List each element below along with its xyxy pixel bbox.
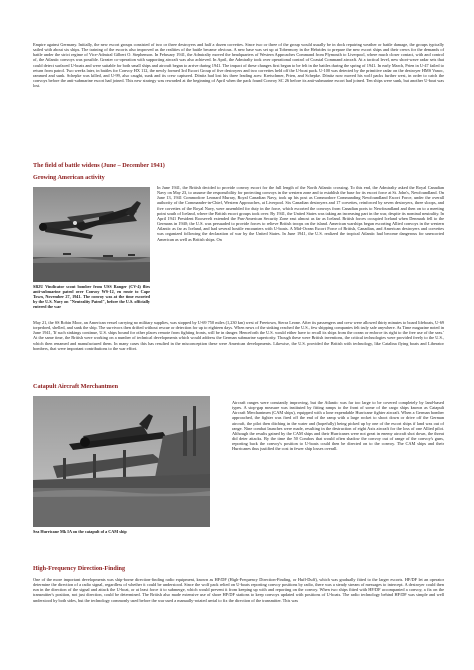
hf-df-paragraph: One of the more important developments was ship-borne direction-finding radio equipment, known as HF/DF (High-Frequency Direction-Finding, or Huff-Duff), which was gradually fitted to the larger escorts. HF/DF let an operator determine the direction of a radio signal, regardless of whether it could be understood. Since the wolf pack relied on U-boats reporting convoy positions by radio, there was a steady stream of messages to intercept. A destroyer could then run in the direction of the signal and attack the U-boat, or at least force it to submerge, which would prevent it from keeping up with and reporting on the convoy. When two ships fitted with HF/DF accompanied a convoy, a fix on the transmitter's position, not just direction, could be determined. The British also made extensive use of shore HF/DF stations to keep convoys updated with positions of U-boats. The radio technology behind HF/DF was simple and well understood by both sides, but the technology commonly used before the war used a manually-rotated aerial to fix the direction of the transmitter. This was	[33, 577, 444, 603]
robin-moor-paragraph: May 21, the SS Robin Moor, an American vessel carrying no military supplies, was stopped by U-69 750 miles (1,230 km) west of Freetown, Sierra Leone. After its passengers and crew were allowed thirty minutes to board lifeboats, U-69 torpedoed, shelled, and sank the ship. The survivors then drifted without rescue or detection for up to eighteen days. When news of the sinking reached the U.S., few shipping companies felt truly safe anywhere. As Time magazine noted in June 1941, 'If such sinkings continue, U.S. ships bound for other places remote from fighting fronts, will be in danger. Henceforth the U.S. would either have to recall its ships from the ocean or enforce its right to the free use of the seas.' At the same time, the British were working on a number of technical developments which would address the German submarine superiority. Though these were British inventions, the critical technologies were provided freely to the U.S., which then renamed and manufactured them. In many cases this has resulted in the misconception these were American developments. Likewise, the U.S. provided the British with technology, like Catalina flying boats and Liberator bombers, that were important contributions to the war effort.	[33, 320, 444, 351]
vindicator-bomber-photo	[33, 187, 150, 282]
cam-ships-paragraph: Aircraft ranges were constantly improving, but the Atlantic was far too large to be covered completely by land-based types. A stop-gap measure was instituted by fitting ramps to the front of some of the cargo ships known as Catapult Aircraft Merchantmen (CAM ships), equipped with a lone expendable Hurricane fighter aircraft. When a German bomber approached, the fighter was fired off the end of the ramp with a large rocket to shoot down or drive off the German aircraft, the pilot then ditching in the water and (hopefully) being picked up by one of the escort ships if land was out of range. Nine combat launches were made, resulting in the destruction of eight Axis aircraft for the loss of one Allied pilot. Although the results gained by the CAM ships and their Hurricanes were not great in enemy aircraft shot down, the threat did deter attacks. By the time the 50 Condors that would often shadow the convoy out of range of the convoy's guns, reporting back the convoy's position to U-boats could then be directed on to the convoy. The CAM ships and their Hurricanes thus justified the cost in fewer ship losses overall.	[232, 400, 444, 452]
hurricane-photo-caption: Sea Hurricane Mk IA on the catapult of a CAM ship	[33, 529, 127, 534]
section-heading-battle-widens: The field of battle widens (June – December 1941)	[33, 162, 165, 169]
subsection-heading-american-activity: Growing American activity	[33, 174, 105, 181]
vindicator-photo-caption: SB2U Vindicator scout bomber from USS Ranger (CV-4) flies anti-submarine patrol over Convoy WS-12, en route to Cape Town, November 27, 1941. The convoy was at the time escorted by the U.S. Navy on "Neutrality Patrol", before the U.S. officially entered the war	[33, 284, 150, 309]
american-activity-paragraph: In June 1941, the British decided to provide convoy escort for the full length of the North Atlantic crossing. To this end, the Admiralty asked the Royal Canadian Navy on May 23, to assume the responsibility for protecting convoys in the western zone and to establish the base for its escort force at St. John's, Newfoundland. On June 13, 1941 Commodore Leonard Murray, Royal Canadian Navy, took up his post as Commodore Commanding Newfoundland Escort Force, under the overall authority of the Commander-in-Chief, Western Approaches, at Liverpool. Six Canadian destroyers and 17 corvettes, reinforced by seven destroyers, three sloops, and five corvettes of the Royal Navy, were assembled for duty in the force, which escorted the convoys from Canadian ports to Newfoundland and then on to a meeting point south of Iceland, where the British escort groups took over. By 1941, the United States was taking an increasing part in the war, despite its nominal neutrality. In April 1941 President Roosevelt extended the Pan-American Security Zone east almost as far as Iceland. British forces occupied Iceland when Denmark fell to the Germans in 1940; the U.S. was persuaded to provide forces to relieve British troops on the island. American warships began escorting Allied convoys in the western Atlantic as far as Iceland, and had several hostile encounters with U-boats. A Mid-Ocean Escort Force of British, Canadian, and American destroyers and corvettes was organized following the declaration of war by the United States. In June 1941, the U.S. realized the tropical Atlantic had become dangerous for unescorted American as well as British ships. On	[157, 185, 444, 242]
section-heading-hf-df: High-Frequency Direction-Finding	[33, 565, 126, 572]
intro-paragraph: Empire against Germany. Initially, the new escort groups consisted of two or three destroyers and half a dozen corvettes. Since two or three of the group would usually be in dock repairing weather or battle damage, the groups typically sailed with about six ships. The training of the escorts also improved as the realities of the battle became obvious. A new base was set up at Tobermory in the Hebrides to prepare the new escort ships and their crews for the demands of battle under the strict regime of Vice-Admiral Gilbert O. Stephenson. In February 1941, the Admiralty moved the headquarters of Western Approaches Command from Plymouth to Liverpool, where much closer contact, with and control of, the Atlantic convoys was possible. Greater co-operation with supporting aircraft was also achieved. In April, the Admiralty took over operational control of Coastal Command aircraft. At a tactical level, new short-wave radar sets that could detect surfaced U-boats and were suitable for both small ships and aircraft began to arrive during 1941. The impact of these changes first began to be felt in the battles during the spring of 1941. In early March, Prien in U-47 failed to return from patrol. Two weeks later, in battles for Convoy HX 112, the newly formed 3rd Escort Group of five destroyers and two corvettes held off the U-boat pack. U-100 was detected by the primitive radar on the destroyer HMS Vanoc, rammed and sunk. Schepke was killed, and U-99, also caught, sunk and its crew captured. Dönitz had lost his three leading aces: Kretschmer, Prien, and Schepke. Dönitz now moved his wolf packs further west, in order to catch the convoys before the anti-submarine escort had joined. This new strategy was rewarded at the beginning of April when the pack found Convoy SC 26 before its anti-submarine escort had joined. Ten ships were sunk, but another U-boat was lost.	[33, 42, 444, 89]
sea-hurricane-catapult-photo	[33, 396, 210, 527]
section-heading-cam-ships: Catapult Aircraft Merchantmen	[33, 383, 119, 390]
